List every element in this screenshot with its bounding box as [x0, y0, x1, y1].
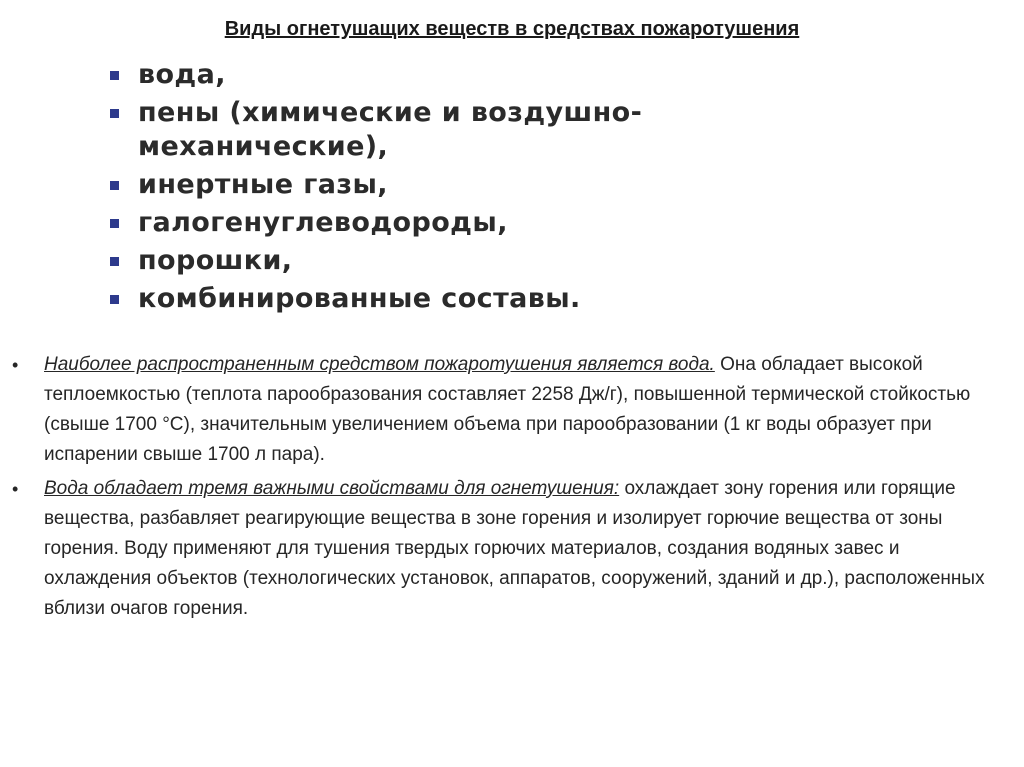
agent-item — [108, 206, 748, 240]
square-bullet-icon — [110, 71, 119, 80]
square-bullet-icon — [110, 219, 119, 228]
slide-title: Виды огнетушащих веществ в средствах пожаротушения — [224, 18, 800, 40]
square-bullet-icon — [110, 257, 119, 266]
paragraph-text: охлаждает зону горения или горящие вещества, разбавляет реагирующие вещества в зоне горения и изолирует горючие вещества от зоны горения. Воду применяют для тушения твердых горючих материалов, создания водяных завес и охлаждения объектов (технологических установок, аппаратов, сооружений, зданий и др.), расположенных вблизи очагов горения. — [44, 478, 985, 619]
agent-item — [108, 58, 748, 92]
agent-label: пены (химические и воздушно-механические), — [138, 97, 643, 162]
square-bullet-icon — [110, 109, 119, 118]
agent-item — [108, 96, 708, 164]
agent-item — [108, 168, 748, 202]
agent-item — [108, 282, 748, 316]
extinguishing-agents-list — [108, 58, 748, 320]
agent-label: порошки, — [138, 245, 293, 276]
paragraph-water-properties — [10, 474, 1010, 624]
square-bullet-icon — [110, 181, 119, 190]
agent-item — [108, 244, 748, 278]
agent-label: комбинированные составы. — [138, 283, 581, 314]
paragraph-water-common — [10, 350, 1010, 470]
body-text-list — [10, 350, 1010, 628]
bullet-dot-icon: • — [12, 355, 19, 375]
agent-label: инертные газы, — [138, 169, 388, 200]
agent-label: галогенуглеводороды, — [138, 207, 508, 238]
paragraph-lead: Вода обладает тремя важными свойствами для огнетушения: — [44, 478, 620, 499]
paragraph-text: Она обладает высокой теплоемкостью (теплота парообразования составляет 2258 Дж/г), повышенной термической стойкостью (свыше 1700 °С), значительным увеличением объема при парообразовании (1 кг воды образует при испарении свыше 1700 л пара). — [44, 354, 971, 465]
agent-label: вода, — [138, 59, 226, 90]
paragraph-lead: Наиболее распространенным средством пожаротушения является вода. — [44, 354, 715, 375]
square-bullet-icon — [110, 295, 119, 304]
bullet-dot-icon: • — [12, 479, 19, 499]
